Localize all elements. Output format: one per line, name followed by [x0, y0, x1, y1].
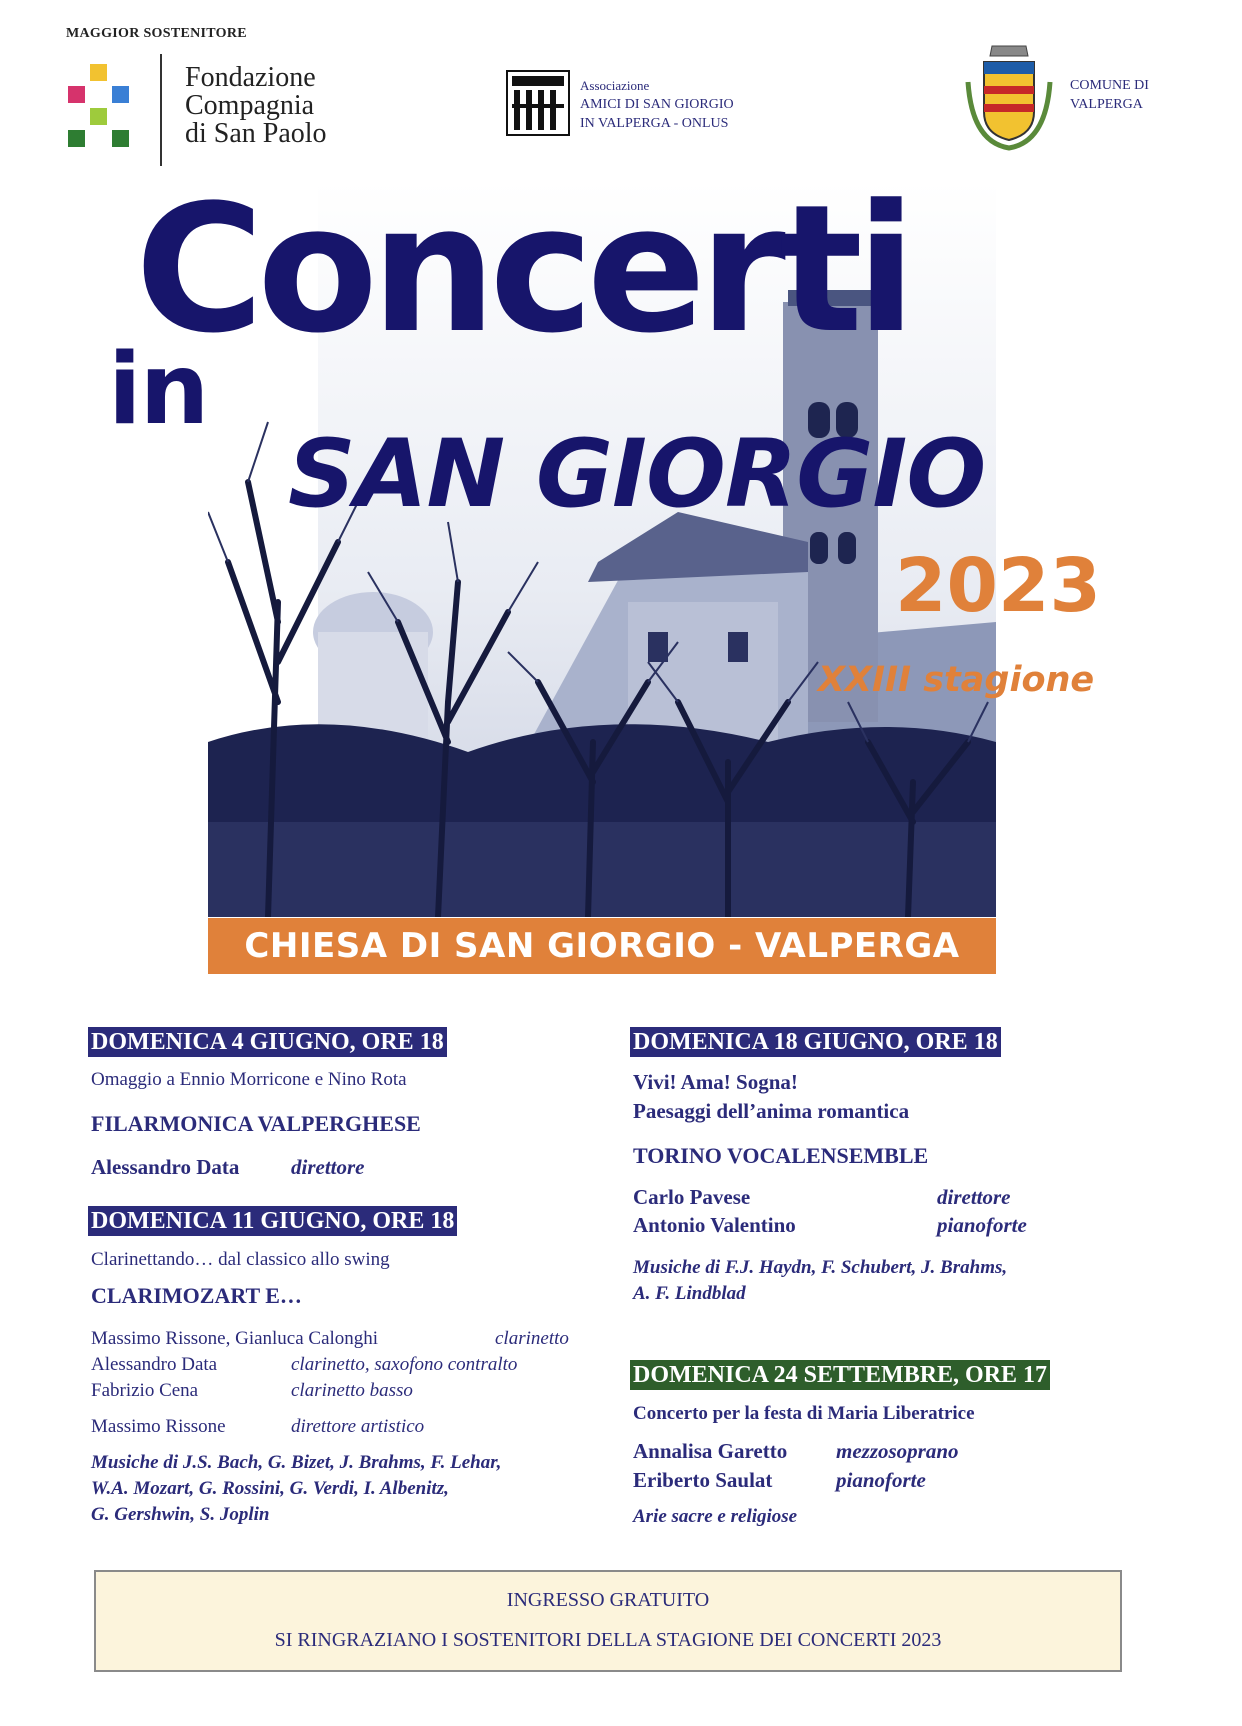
- performer-name: Massimo Rissone, Gianluca Calonghi: [91, 1328, 379, 1349]
- event-4-performer: [633, 1438, 1093, 1466]
- performer-role: clarinetto: [495, 1328, 569, 1349]
- event-3-subtitle-1: Vivi! Ama! Sogna!: [633, 1070, 798, 1094]
- performer-name: Eriberto Saulat: [633, 1468, 773, 1492]
- performer-name: Fabrizio Cena: [91, 1380, 199, 1401]
- associazione-line-1: AMICI DI SAN GIORGIO: [580, 97, 734, 112]
- associazione-line-2: IN VALPERGA - ONLUS: [580, 116, 729, 131]
- event-2-ensemble: CLARIMOZART E…: [91, 1283, 302, 1308]
- fondazione-name: [185, 64, 327, 148]
- performer-name: Annalisa Garetto: [633, 1439, 788, 1463]
- music-line: W.A. Mozart, G. Rossini, G. Verdi, I. Albenitz,: [91, 1478, 449, 1499]
- performer-role: clarinetto, saxofono contralto: [291, 1354, 518, 1375]
- performer-name: Massimo Rissone: [91, 1416, 226, 1437]
- event-3-performer: [633, 1184, 1093, 1212]
- event-2-date: DOMENICA 11 GIUGNO, ORE 18: [88, 1206, 457, 1236]
- comune-name: [1070, 76, 1149, 114]
- event-2-subtitle: Clarinettando… dal classico allo swing: [91, 1249, 390, 1270]
- comune-line-2: VALPERGA: [1070, 97, 1143, 112]
- associazione-name: [580, 76, 734, 133]
- event-2-performer: [91, 1326, 611, 1352]
- music-line: Musiche di F.J. Haydn, F. Schubert, J. Brahms,: [633, 1257, 1008, 1278]
- music-line: Musiche di J.S. Bach, G. Bizet, J. Brahms, F. Lehar,: [91, 1452, 502, 1473]
- performer-name: Antonio Valentino: [633, 1213, 796, 1237]
- performer-role: pianoforte: [836, 1468, 926, 1492]
- event-4-date: DOMENICA 24 SETTEMBRE, ORE 17: [630, 1360, 1050, 1390]
- performer-name: Alessandro Data: [91, 1155, 240, 1179]
- performer-role: mezzosoprano: [836, 1439, 959, 1463]
- performer-role: pianoforte: [937, 1213, 1027, 1237]
- fondazione-line-3: di San Paolo: [185, 118, 327, 149]
- event-4-performer: [633, 1467, 1093, 1495]
- comune-line-1: COMUNE DI: [1070, 78, 1149, 93]
- fondazione-line-1: Fondazione: [185, 62, 316, 93]
- music-line: G. Gershwin, S. Joplin: [91, 1504, 270, 1525]
- event-1-subtitle: Omaggio a Ennio Morricone e Nino Rota: [91, 1069, 407, 1090]
- event-2-performer: [91, 1352, 611, 1378]
- performer-role: clarinetto basso: [291, 1380, 413, 1401]
- event-3-ensemble: TORINO VOCALENSEMBLE: [633, 1143, 929, 1168]
- event-4-music: Arie sacre e religiose: [633, 1506, 798, 1527]
- music-line: A. F. Lindblad: [633, 1283, 746, 1304]
- season-label: XXIII stagione: [818, 660, 1095, 700]
- event-1-date: DOMENICA 4 GIUGNO, ORE 18: [88, 1027, 447, 1057]
- title-concerti: Concerti: [135, 167, 910, 372]
- performer-role: direttore: [937, 1185, 1011, 1209]
- logo-divider: [160, 54, 162, 166]
- title-san-giorgio: SAN GIORGIO: [288, 420, 986, 529]
- footer-line-1: INGRESSO GRATUITO: [506, 1589, 710, 1611]
- footer-line-2: SI RINGRAZIANO I SOSTENITORI DELLA STAGIONE DEI CONCERTI 2023: [274, 1629, 942, 1651]
- venue-banner: CHIESA DI SAN GIORGIO - VALPERGA: [208, 918, 996, 974]
- event-4-subtitle: Concerto per la festa di Maria Liberatrice: [633, 1403, 975, 1424]
- performer-role: direttore artistico: [291, 1416, 425, 1437]
- fondazione-logo-icon: [68, 64, 134, 148]
- associazione-label: Associazione: [580, 78, 650, 93]
- event-2-performer: [91, 1378, 611, 1404]
- performer-role: direttore: [291, 1155, 365, 1179]
- fondazione-line-2: Compagnia: [185, 90, 315, 121]
- performer-name: Alessandro Data: [91, 1354, 218, 1375]
- associazione-logo-icon: [506, 70, 570, 136]
- event-3-date: DOMENICA 18 GIUGNO, ORE 18: [630, 1027, 1001, 1057]
- event-3-performer: [633, 1212, 1093, 1240]
- event-3-subtitle-2: Paesaggi dell’anima romantica: [633, 1099, 910, 1123]
- sponsor-label: MAGGIOR SOSTENITORE: [66, 26, 247, 41]
- title-year: 2023: [895, 543, 1101, 629]
- comune-crest-icon: [962, 42, 1056, 152]
- performer-name: Carlo Pavese: [633, 1185, 751, 1209]
- footer-box: [94, 1570, 1122, 1672]
- event-2-music: [91, 1450, 501, 1528]
- event-2-performer: [91, 1414, 611, 1440]
- event-3-music: [633, 1255, 1007, 1307]
- event-1-ensemble: FILARMONICA VALPERGHESE: [91, 1111, 421, 1136]
- event-1-performer: [91, 1154, 511, 1182]
- title-in: in: [108, 333, 208, 447]
